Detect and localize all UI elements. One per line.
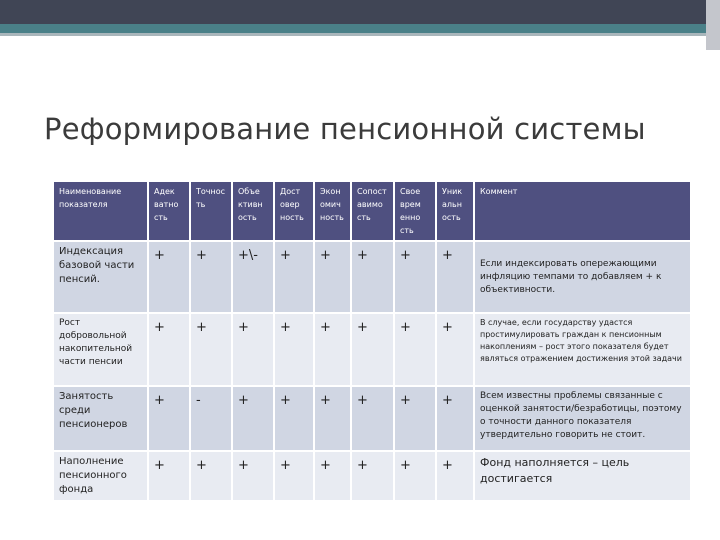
cell-value: + — [274, 313, 314, 386]
cell-value: + — [394, 386, 436, 451]
header-adequacy: Адек ватно сть — [148, 181, 190, 241]
cell-value: + — [394, 313, 436, 386]
table-row — [53, 386, 691, 451]
table-row — [53, 313, 691, 386]
header-accuracy: Точнос ть — [190, 181, 232, 241]
cell-value: + — [148, 313, 190, 386]
row-comment: Если индексировать опережающими инфляцию темпами то добавляем + к объективности. — [474, 241, 691, 313]
top-bar — [0, 0, 706, 24]
header-uniqueness: Уник альн ость — [436, 181, 474, 241]
header-economy: Экон омич ность — [314, 181, 351, 241]
cell-value: + — [436, 313, 474, 386]
cell-value: + — [314, 386, 351, 451]
slide-title: Реформирование пенсионной системы — [44, 112, 646, 146]
criteria-table — [52, 180, 692, 502]
header-reliability: Дост овер ность — [274, 181, 314, 241]
accent-line — [0, 33, 706, 36]
cell-value: + — [314, 451, 351, 501]
cell-value: - — [190, 386, 232, 451]
cell-value: + — [232, 451, 274, 501]
cell-value: + — [274, 241, 314, 313]
row-comment: Всем известны проблемы связанные с оценкой занятости/безработицы, поэтому о точности данного показателя утвердительно говорить не стоит. — [474, 386, 691, 451]
cell-value: + — [148, 241, 190, 313]
cell-value: + — [190, 451, 232, 501]
cell-value: + — [232, 313, 274, 386]
cell-value: +\- — [232, 241, 274, 313]
cell-value: + — [351, 386, 394, 451]
header-comparability: Сопост авимо сть — [351, 181, 394, 241]
row-name: Индексация базовой части пенсий. — [53, 241, 148, 313]
row-name: Рост добровольной накопительной части пенсии — [53, 313, 148, 386]
row-name: Занятость среди пенсионеров — [53, 386, 148, 451]
header-comment: Коммент — [474, 181, 691, 241]
row-name: Наполнение пенсионного фонда — [53, 451, 148, 501]
table-row — [53, 451, 691, 501]
cell-value: + — [232, 386, 274, 451]
header-name: Наименование показателя — [53, 181, 148, 241]
row-comment: В случае, если государству удастся простимулировать граждан к пенсионным накоплениям – рост этого показателя будет являться отражением достижения этой задачи — [474, 313, 691, 386]
cell-value: + — [190, 241, 232, 313]
cell-value: + — [351, 451, 394, 501]
cell-value: + — [274, 451, 314, 501]
cell-value: + — [351, 241, 394, 313]
cell-value: + — [314, 241, 351, 313]
cell-value: + — [394, 451, 436, 501]
cell-value: + — [314, 313, 351, 386]
cell-value: + — [148, 386, 190, 451]
cell-value: + — [436, 451, 474, 501]
cell-value: + — [274, 386, 314, 451]
accent-bar — [0, 24, 706, 33]
row-comment: Фонд наполняется – цель достигается — [474, 451, 691, 501]
header-objectivity: Объе ктивн ость — [232, 181, 274, 241]
cell-value: + — [436, 241, 474, 313]
cell-value: + — [394, 241, 436, 313]
header-timeliness: Свое врем енно сть — [394, 181, 436, 241]
header-row — [53, 181, 691, 241]
table-row — [53, 241, 691, 313]
cell-value: + — [148, 451, 190, 501]
cell-value: + — [436, 386, 474, 451]
cell-value: + — [351, 313, 394, 386]
cell-value: + — [190, 313, 232, 386]
corner-decoration — [706, 0, 720, 50]
